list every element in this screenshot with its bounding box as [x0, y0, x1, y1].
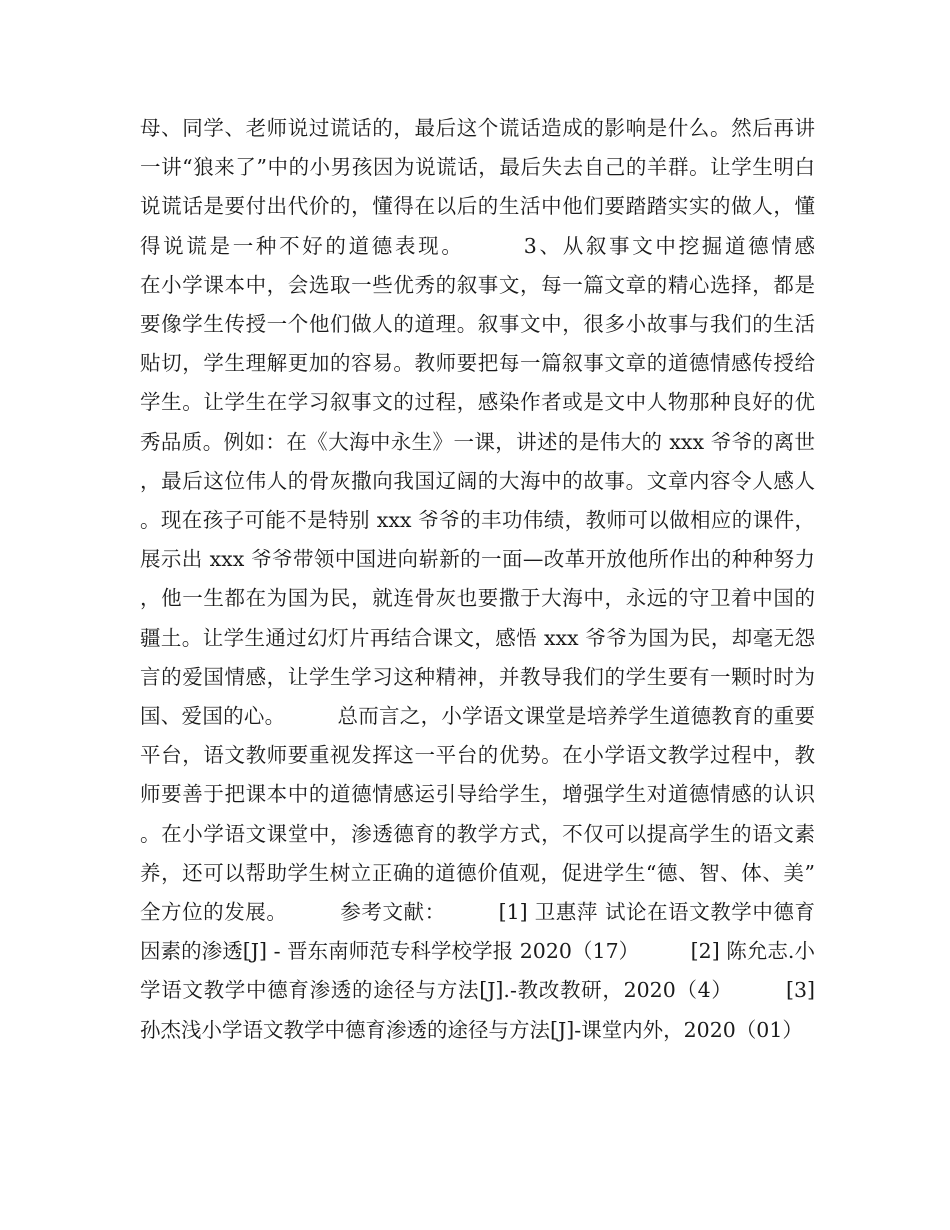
body-paragraph: 母、同学、老师说过谎话的，最后这个谎话造成的影响是什么。然后再讲一讲“狼来了”中的小男孩因为说谎话，最后失去自己的羊群。让学生明白说谎话是要付出代价的，懂得在以后的生活中他们要踏踏实实的做人，懂得说谎是一种不好的道德表现。 3、从叙事文中挖掘道德情感 在小学课本中，会选取一些优秀的叙事文，每一篇文章的精心选择，都是要像学生传授一个他们做人的道理。叙事文中，很多小故事与我们的生活贴切，学生理解更加的容易。教师要把每一篇叙事文章的道德情感传授给学生。让学生在学习叙事文的过程，感染作者或是文中人物那种良好的优秀品质。例如：在《大海中永生》一课，讲述的是伟大的 xxx 爷爷的离世，最后这位伟人的骨灰撒向我国辽阔的大海中的故事。文章内容令人感人。现在孩子可能不是特别 xxx 爷爷的丰功伟绩，教师可以做相应的课件，展示出 xxx 爷爷带领中国进向崭新的一面—改革开放他所作出的种种努力，他一生都在为国为民，就连骨灰也要撒于大海中，永远的守卫着中国的疆土。让学生通过幻灯片再结合课文，感悟 xxx 爷爷为国为民，却毫无怨言的爱国情感，让学生学习这种精神，并教导我们的学生要有一颗时时为国、爱国的心。 总而言之，小学语文课堂是培养学生道德教育的重要平台，语文教师要重视发挥这一平台的优势。在小学语文教学过程中，教师要善于把课本中的道德情感运引导给学生，增强学生对道德情感的认识。在小学语文课堂中，渗透德育的教学方式，不仅可以提高学生的语文素养，还可以帮助学生树立正确的道德价值观，促进学生“德、智、体、美”全方位的发展。 参考文献： [1] 卫惠萍 试论在语文教学中德育因素的渗透[J] - 晋东南师范专科学校学报 2020（17） [2] 陈允志.小学语文教学中德育渗透的途径与方法[J].-教改教研，2020（4） [3] 孙杰浅小学语文教学中德育渗透的途径与方法[J]-课堂内外，2020（01） [140, 116, 877, 1042]
